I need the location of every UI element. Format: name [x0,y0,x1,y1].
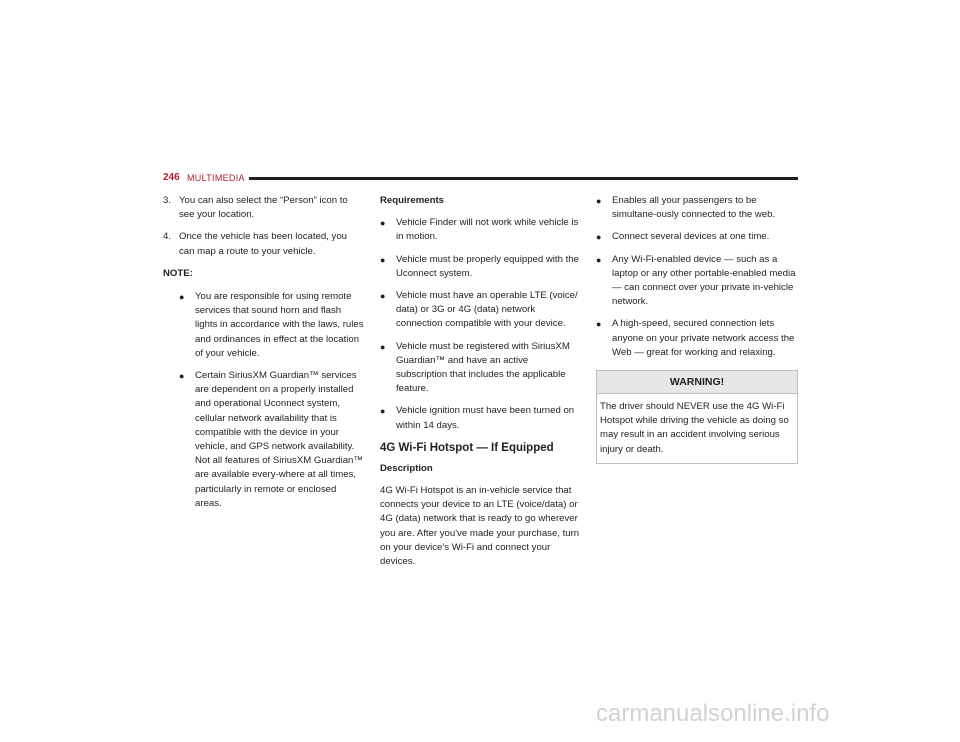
note-bullet-text: Certain SiriusXM Guardian™ services are dependent on a properly installed and operational Uconnect system, cellular network availability that is compatible with the device in your vehicle, and GPS network availability. Not all features of SiriusXM Guardian™ are available every-where at all times, particularly in remote or enclosed areas. [195,370,363,509]
bullet-icon: ● [380,218,386,229]
feature-item [596,253,798,310]
requirement-text: Vehicle must have an operable LTE (voice/ data) or 3G or 4G (data) network connection compatible with your device. [396,290,578,330]
feature-text: Any Wi-Fi-enabled device — such as a laptop or any other portable-enabled media — can connect over your private in-vehicle network. [612,253,796,308]
description-text: 4G Wi-Fi Hotspot is an in-vehicle service that connects your device to an LTE (voice/data) or 4G (data) network that is ready to go wherever you are. After you've made your purchase, turn on your device's Wi-Fi and connect your devices. [380,485,580,568]
column-2 [380,194,582,577]
bullet-icon: ● [380,341,386,352]
feature-text: Enables all your passengers to be simultane-ously connected to the web. [612,195,776,221]
page-header [163,172,798,184]
bullet-icon: ● [596,196,602,206]
header-rule [249,177,798,180]
column-1 [163,194,365,519]
note-bullet-text: You are responsible for using remote services that sound horn and flash lights in accordance with the laws, rules and ordinances in effect at the location of your vehicle. [195,291,364,359]
section-title: MULTIMEDIA [187,173,245,183]
requirement-text: Vehicle ignition must have been turned on within 14 days. [396,405,575,431]
requirement-item [380,253,582,281]
bullet-icon: ● [380,291,386,302]
warning-text: The driver should NEVER use the 4G Wi-Fi Hotspot while driving the vehicle as doing so may result in an accident involving serious injury or death. [600,401,789,455]
bullet-icon: ● [380,406,386,417]
requirement-item [380,289,582,332]
feature-item [596,230,798,244]
requirement-text: Vehicle Finder will not work while vehicle is in motion. [396,217,579,243]
requirement-text: Vehicle must be properly equipped with the Uconnect system. [396,253,579,279]
bullet-icon: ● [596,254,602,265]
description-label: Description [380,462,433,474]
note-label: NOTE: [163,267,193,279]
step-item [163,230,365,258]
step-item [163,194,365,222]
hotspot-heading: 4G Wi-Fi Hotspot — If Equipped [380,441,554,454]
bullet-icon: ● [179,371,185,382]
watermark: carmanualsonline.info [596,700,830,727]
feature-text: A high-speed, secured connection lets anyone on your private network access the Web — great for working and relaxing. [612,318,795,358]
feature-item [596,194,798,222]
bullet-icon: ● [596,232,602,243]
feature-text: Connect several devices at one time. [612,231,770,243]
warning-title: WARNING! [597,371,797,394]
bullet-icon: ● [380,254,386,265]
page-number: 246 [163,172,180,183]
step-text: You can also select the “Person” icon to see your location. [179,195,348,221]
feature-item [596,317,798,360]
column-3 [596,194,798,464]
requirement-item [380,340,582,397]
step-text: Once the vehicle has been located, you can map a route to your vehicle. [179,231,348,257]
note-bullet [179,290,365,361]
requirements-label: Requirements [380,195,444,206]
requirement-item [380,404,582,432]
bullet-icon: ● [596,319,602,330]
bullet-icon: ● [179,292,185,303]
note-bullet [179,369,365,511]
step-number: 3. [163,195,172,206]
warning-box [596,370,798,464]
requirement-text: Vehicle must be registered with SiriusXM Guardian™ and have an active subscription that includes the applicable feature. [396,340,570,395]
requirement-item [380,216,582,244]
step-number: 4. [163,231,172,243]
